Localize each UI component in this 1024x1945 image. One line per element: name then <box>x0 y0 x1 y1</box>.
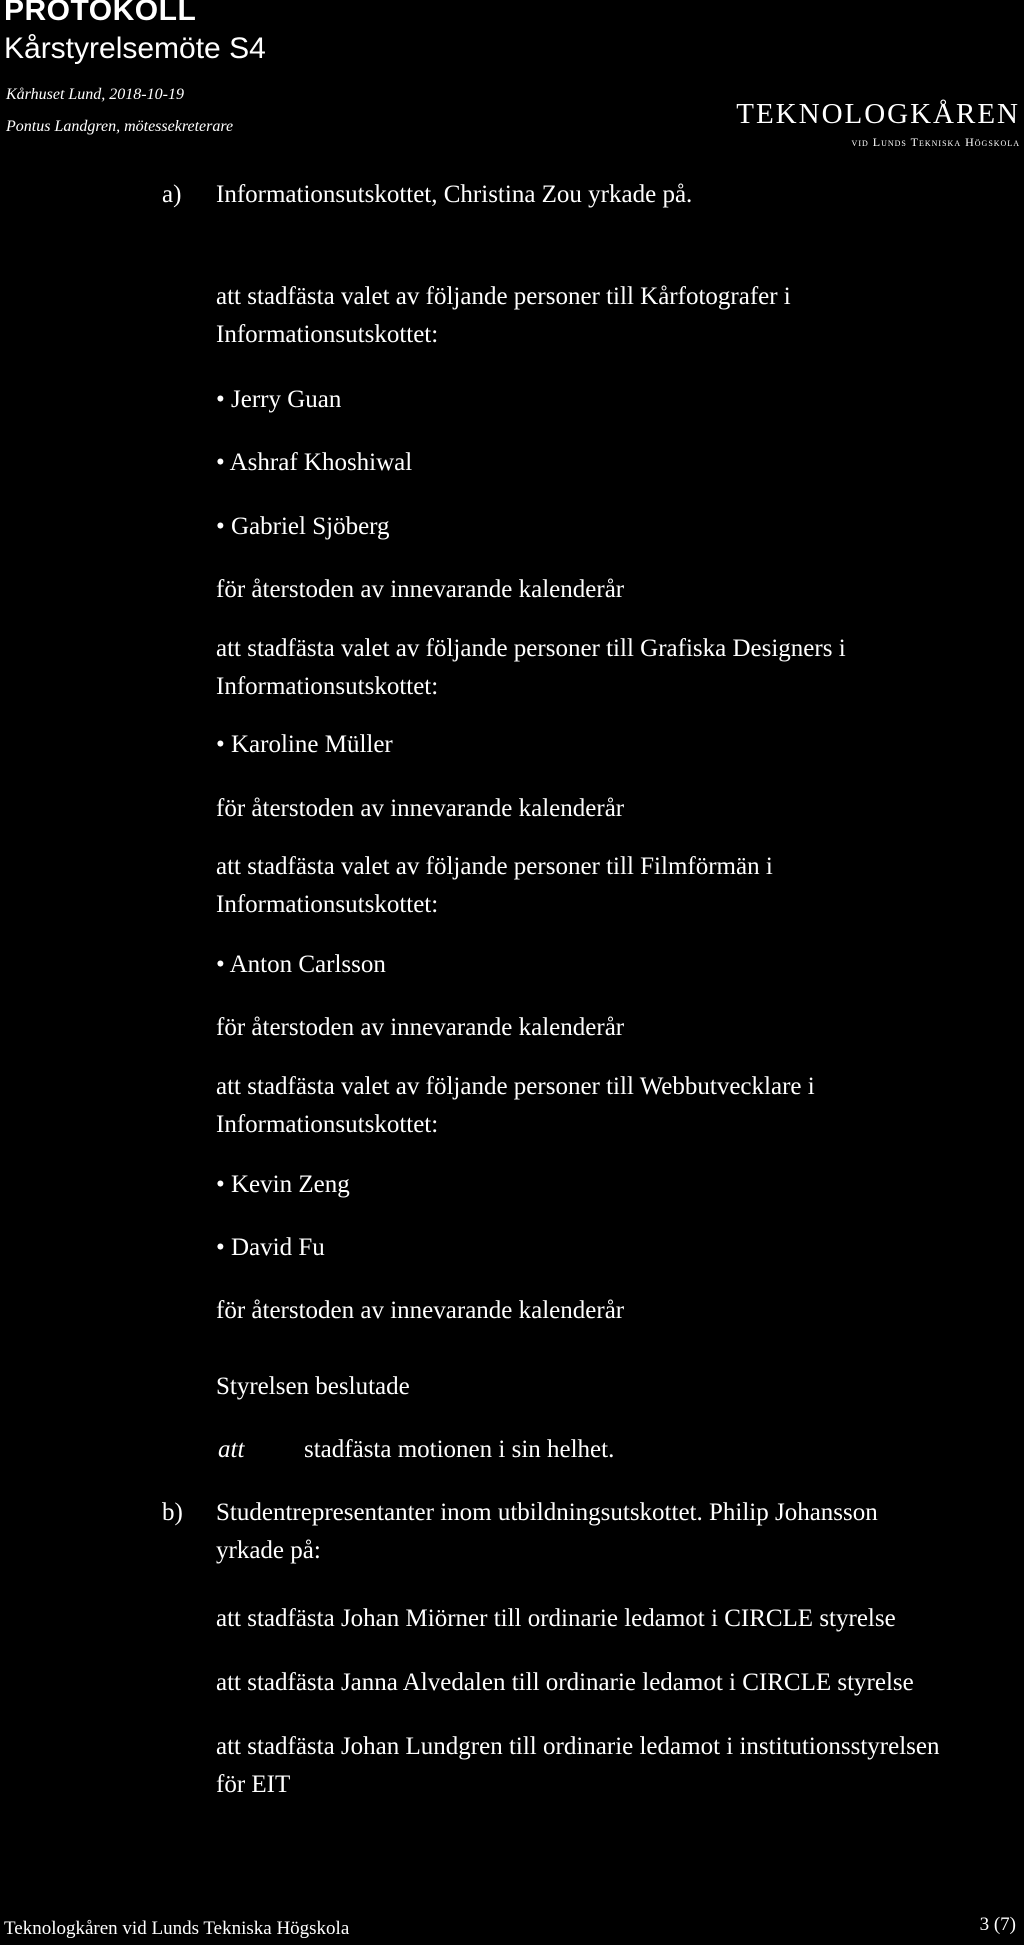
motion-1-name: • Jerry Guan <box>216 386 342 413</box>
remainder-text: för återstoden av innevarande kalenderår <box>216 576 625 603</box>
footer-organization: Teknologkåren vid Lunds Tekniska Högskola <box>4 1918 350 1939</box>
remainder-text: för återstoden av innevarande kalenderår <box>216 1297 625 1324</box>
decision-intro: Styrelsen beslutade <box>216 1373 410 1400</box>
decision-text: stadfästa motionen i sin helhet. <box>304 1436 615 1463</box>
section-b-item: att stadfästa Johan Lundgren till ordinarie ledamot i institutionsstyrelsen <box>216 1733 940 1760</box>
section-b-item: att stadfästa Janna Alvedalen till ordinarie ledamot i CIRCLE styrelse <box>216 1669 914 1696</box>
section-b-heading-line-2: yrkade på: <box>216 1537 321 1564</box>
section-b-item: att stadfästa Johan Miörner till ordinarie ledamot i CIRCLE styrelse <box>216 1605 896 1632</box>
section-a-heading: Informationsutskottet, Christina Zou yrkade på. <box>216 181 693 208</box>
motion-1-line-1: att stadfästa valet av följande personer till Kårfotografer i <box>216 283 791 310</box>
motion-1-line-2: Informationsutskottet: <box>216 321 439 348</box>
section-b-marker: b) <box>162 1499 183 1526</box>
motion-4-line-2: Informationsutskottet: <box>216 1111 439 1138</box>
page-number: 3 (7) <box>979 1914 1016 1935</box>
org-subtitle: vid Lunds Tekniska Högskola <box>851 135 1020 149</box>
motion-2-line-2: Informationsutskottet: <box>216 673 439 700</box>
motion-4-line-1: att stadfästa valet av följande personer till Webbutvecklare i <box>216 1073 815 1100</box>
motion-2-line-1: att stadfästa valet av följande personer till Grafiska Designers i <box>216 635 846 662</box>
decision-att: att <box>218 1436 245 1463</box>
motion-1-name: • Ashraf Khoshiwal <box>216 449 413 476</box>
motion-3-line-2: Informationsutskottet: <box>216 891 439 918</box>
org-name: TEKNOLOGKÅREN <box>736 98 1020 130</box>
page-subtitle: Kårstyrelsemöte S4 <box>4 32 266 65</box>
motion-3-name: • Anton Carlsson <box>216 951 386 978</box>
remainder-text: för återstoden av innevarande kalenderår <box>216 795 625 822</box>
motion-4-name: • David Fu <box>216 1234 325 1261</box>
org-logo <box>736 100 1020 150</box>
remainder-text: för återstoden av innevarande kalenderår <box>216 1014 625 1041</box>
meeting-secretary: Pontus Landgren, mötessekreterare <box>6 118 234 135</box>
page-title: PROTOKOLL <box>4 0 197 27</box>
section-a-marker: a) <box>162 181 182 208</box>
motion-2-name: • Karoline Müller <box>216 731 393 758</box>
section-b-heading-line-1: Studentrepresentanter inom utbildningsutskottet. Philip Johansson <box>216 1499 878 1526</box>
meeting-location-date: Kårhuset Lund, 2018-10-19 <box>6 86 184 103</box>
motion-1-name: • Gabriel Sjöberg <box>216 513 390 540</box>
section-b-item-continuation: för EIT <box>216 1771 291 1798</box>
motion-3-line-1: att stadfästa valet av följande personer till Filmförmän i <box>216 853 773 880</box>
motion-4-name: • Kevin Zeng <box>216 1171 350 1198</box>
